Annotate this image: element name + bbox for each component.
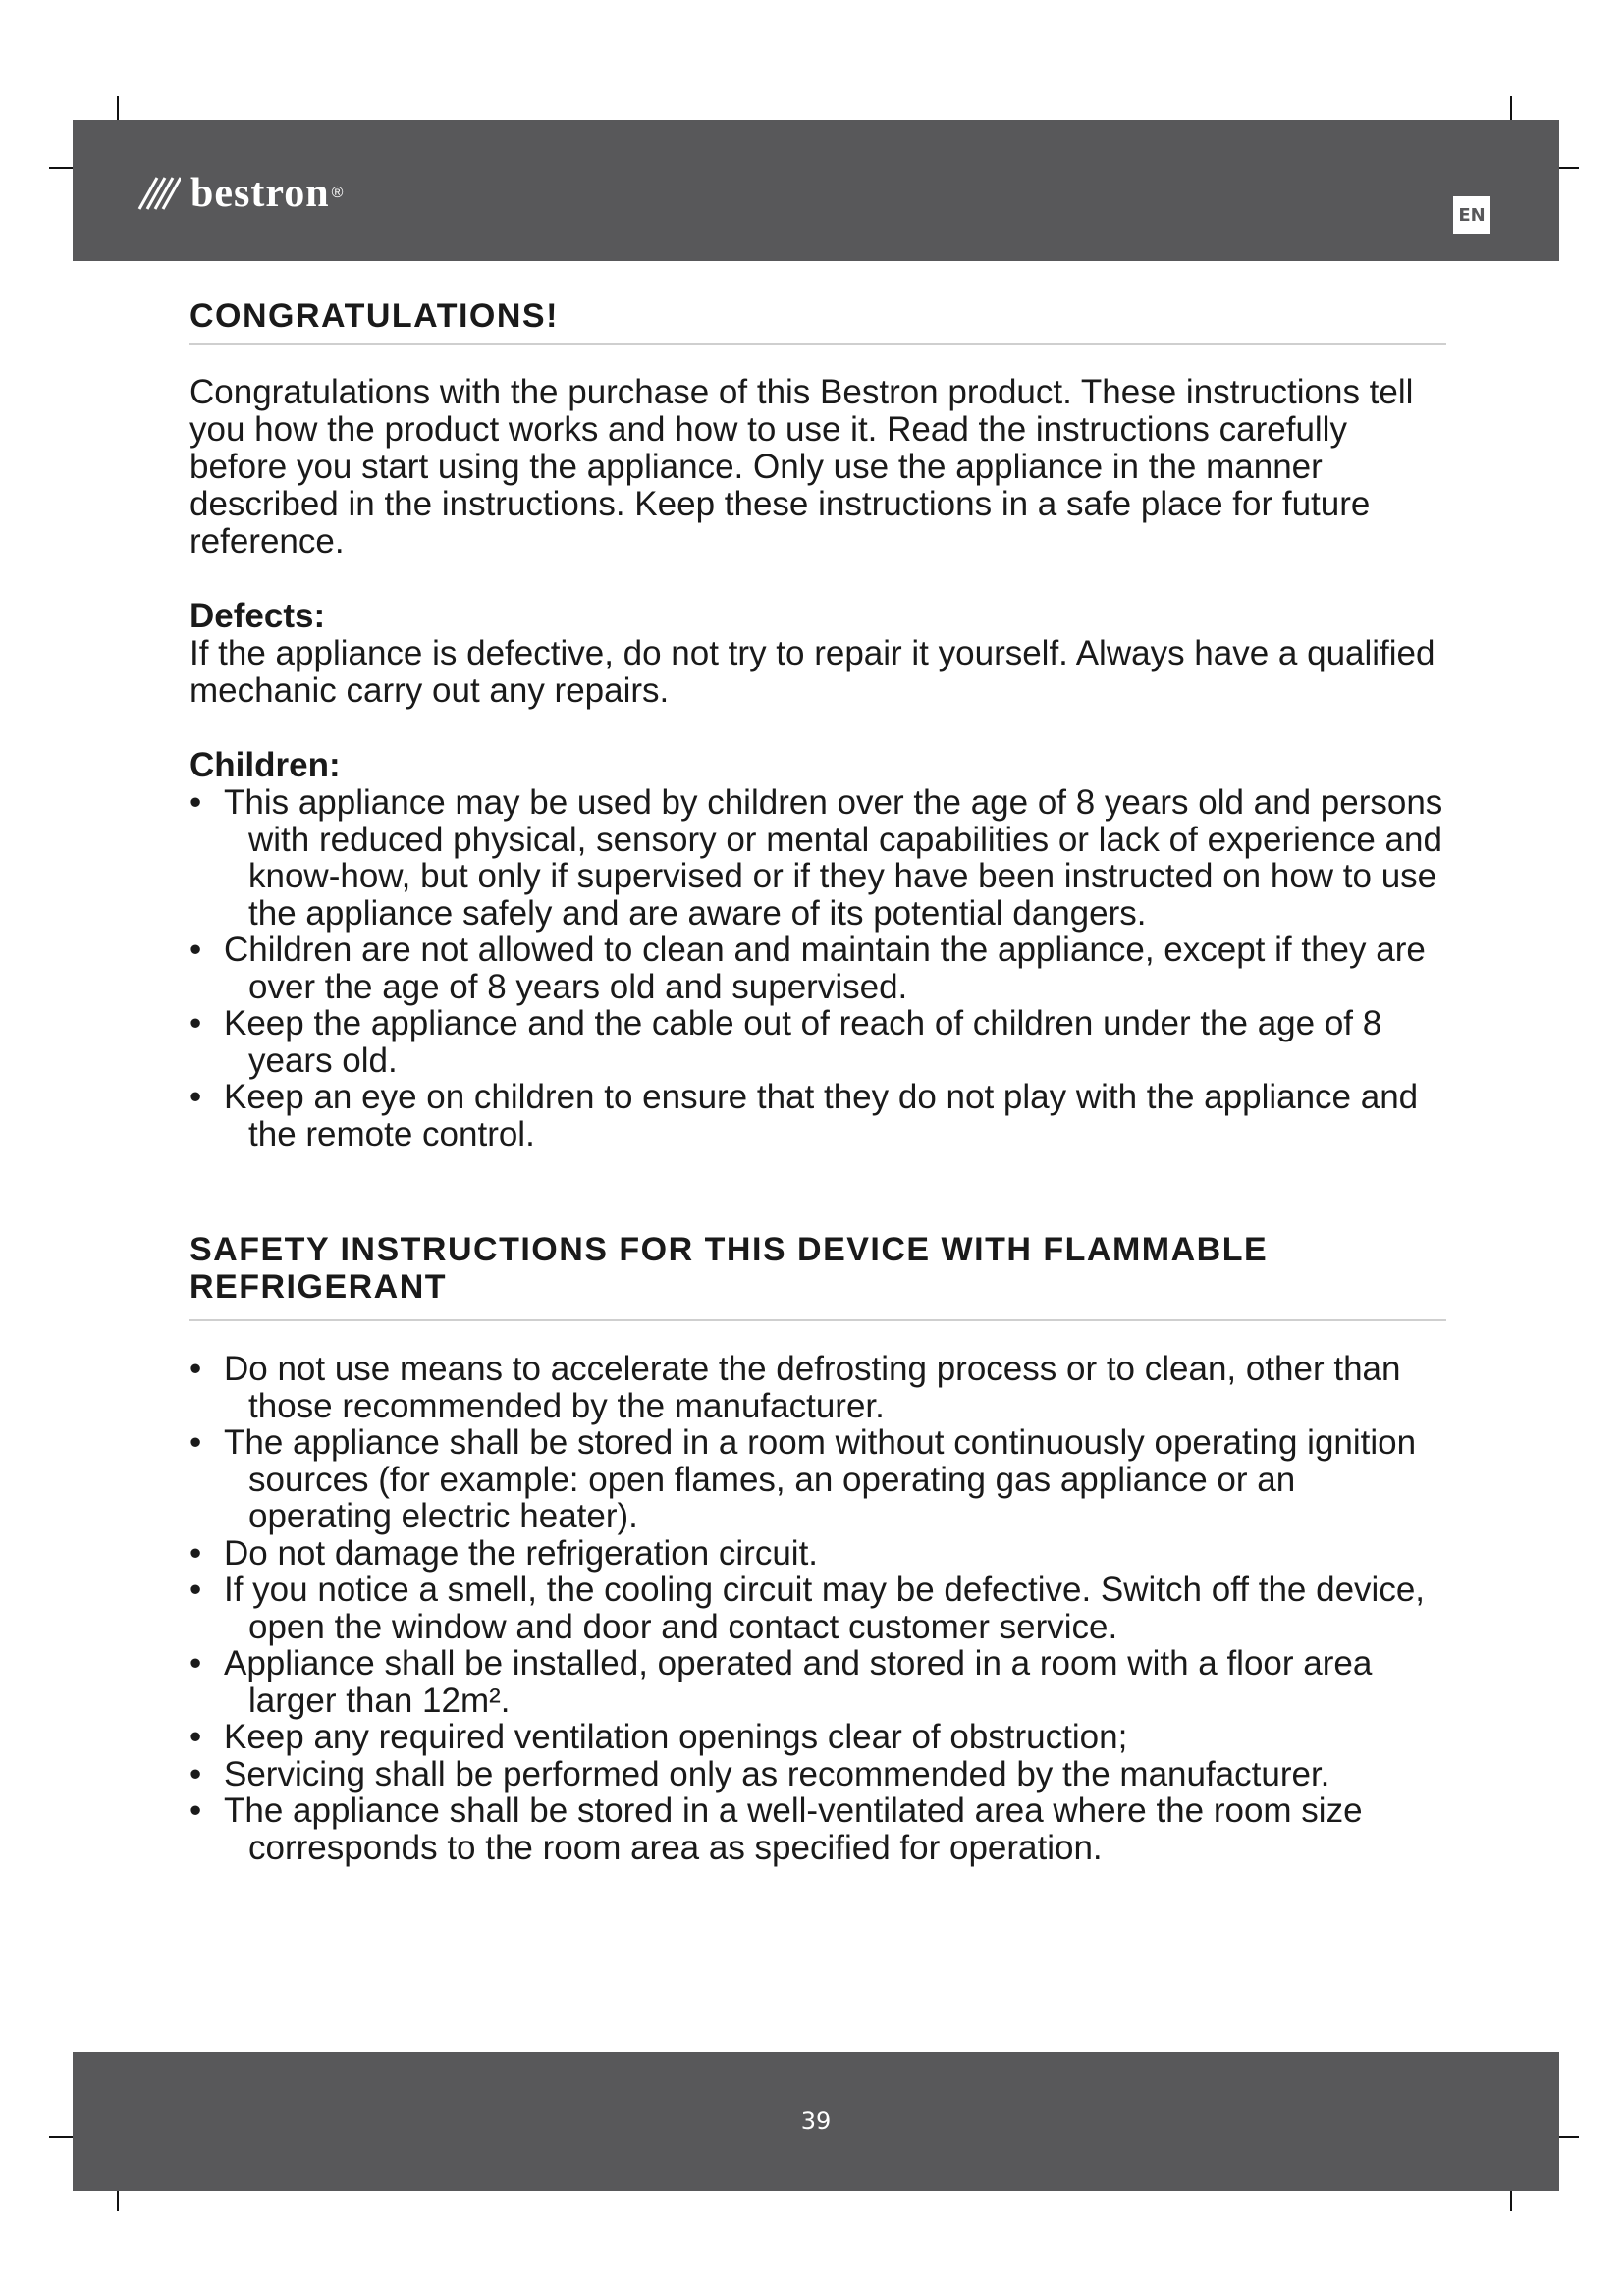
list-item-text: If you notice a smell, the cooling circuit may be defective. Switch off the device, open the window and door and contact customer service. bbox=[224, 1571, 1426, 1646]
defects-section bbox=[189, 598, 1446, 710]
page-content bbox=[189, 299, 1446, 1866]
bullet-icon: • bbox=[189, 1644, 202, 1682]
list-item bbox=[189, 1756, 1446, 1793]
bullet-icon: • bbox=[189, 1791, 202, 1830]
bullet-icon: • bbox=[189, 1718, 202, 1756]
list-item bbox=[189, 1424, 1446, 1535]
page-number: 39 bbox=[800, 2108, 832, 2135]
list-item-text: Appliance shall be installed, operated and stored in a room with a floor area larger than 12m². bbox=[224, 1644, 1373, 1720]
list-item-text: Children are not allowed to clean and maintain the appliance, except if they are over the age of 8 years old and supervised. bbox=[224, 931, 1426, 1006]
list-item-text: Do not damage the refrigeration circuit. bbox=[224, 1533, 819, 1573]
list-item bbox=[189, 1792, 1446, 1866]
safety-title: SAFETY INSTRUCTIONS FOR THIS DEVICE WITH FLAMMABLE REFRIGERANT bbox=[189, 1231, 1269, 1306]
bullet-icon: • bbox=[189, 931, 202, 969]
congratulations-title: CONGRATULATIONS! bbox=[189, 299, 1446, 345]
children-heading: Children: bbox=[189, 746, 341, 784]
bullet-icon: • bbox=[189, 1350, 202, 1388]
list-item bbox=[189, 1351, 1446, 1424]
header-bar bbox=[73, 120, 1559, 261]
safety-list bbox=[189, 1351, 1446, 1866]
defects-text: If the appliance is defective, do not try to repair it yourself. Always have a qualified mechanic carry out any repairs. bbox=[189, 634, 1435, 710]
bullet-icon: • bbox=[189, 1423, 202, 1462]
list-item-text: Do not use means to accelerate the defrosting process or to clean, other than those recommended by the manufacturer. bbox=[224, 1350, 1401, 1425]
list-item-text: The appliance shall be stored in a room without continuously operating ignition sources (for example: open flames, an operating gas appliance or an operating electric heater). bbox=[224, 1423, 1417, 1535]
bullet-icon: • bbox=[189, 1533, 202, 1573]
children-section bbox=[189, 747, 1446, 1152]
brand-name: bestron bbox=[190, 171, 330, 216]
bullet-icon: • bbox=[189, 1571, 202, 1609]
list-item bbox=[189, 1719, 1446, 1756]
list-item bbox=[189, 1535, 1446, 1573]
list-item bbox=[189, 1645, 1446, 1719]
list-item bbox=[189, 784, 1446, 932]
brand-logo bbox=[137, 169, 343, 218]
list-item-text: The appliance shall be stored in a well-ventilated area where the room size corresponds to the room area as specified for operation. bbox=[224, 1791, 1363, 1867]
safety-section bbox=[189, 1231, 1446, 1866]
list-item-text: Keep any required ventilation openings clear of obstruction; bbox=[224, 1718, 1128, 1756]
bullet-icon: • bbox=[189, 1078, 202, 1116]
bullet-icon: • bbox=[189, 1754, 202, 1793]
list-item bbox=[189, 1572, 1446, 1645]
list-item-text: Keep the appliance and the cable out of reach of children under the age of 8 years old. bbox=[224, 1004, 1382, 1080]
registered-mark: ® bbox=[331, 185, 344, 201]
defects-heading: Defects: bbox=[189, 597, 326, 635]
section-rule bbox=[189, 1319, 1446, 1321]
intro-paragraph: Congratulations with the purchase of this Bestron product. These instructions tell you how the product works and how to use it. Read the instructions carefully before you start using the appliance. Only use the appliance in the manner described in the instructions. Keep these instructions in a safe place for future reference. bbox=[189, 373, 1414, 561]
list-item bbox=[189, 1005, 1446, 1079]
bullet-icon: • bbox=[189, 783, 202, 822]
list-item-text: Keep an eye on children to ensure that they do not play with the appliance and the remote control. bbox=[224, 1078, 1419, 1153]
bullet-icon: • bbox=[189, 1004, 202, 1042]
children-list bbox=[189, 784, 1446, 1152]
list-item bbox=[189, 1079, 1446, 1152]
footer-bar bbox=[73, 2052, 1559, 2191]
chevrons-logo-icon bbox=[137, 174, 181, 213]
list-item-text: Servicing shall be performed only as recommended by the manufacturer. bbox=[224, 1754, 1330, 1793]
language-badge: EN bbox=[1453, 196, 1490, 234]
list-item bbox=[189, 932, 1446, 1005]
list-item-text: This appliance may be used by children over the age of 8 years old and persons with reduced physical, sensory or mental capabilities or lack of experience and know-how, but only if supervised or if they have been instructed on how to use the appliance safely and are aware of its potential dangers. bbox=[224, 783, 1443, 933]
